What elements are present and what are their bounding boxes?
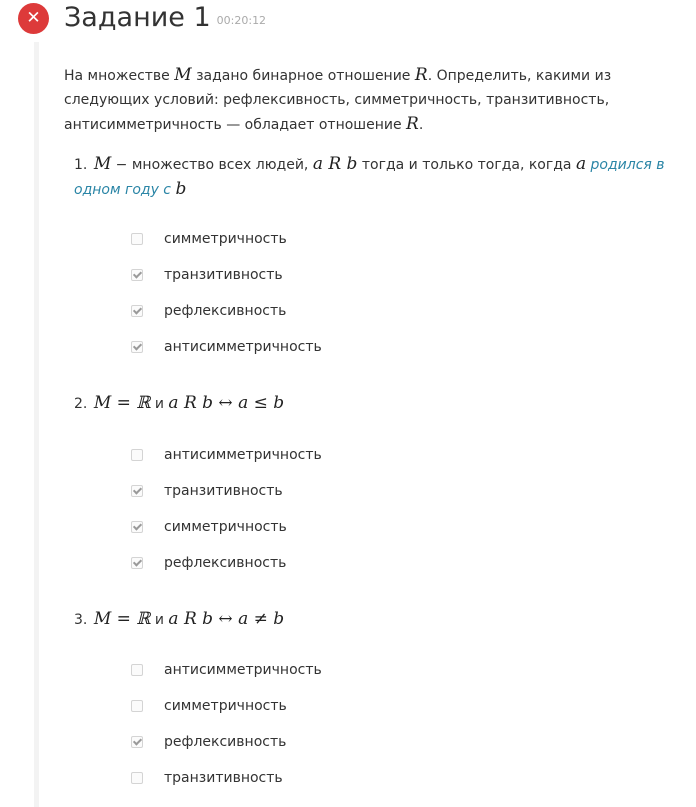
question-2 (74, 391, 284, 416)
task-title-text: Задание 1 (64, 2, 211, 33)
option-checkbox-row[interactable] (131, 337, 322, 357)
checkbox[interactable] (131, 233, 143, 245)
option-checkbox-row[interactable] (131, 445, 322, 465)
checkbox[interactable] (131, 664, 143, 676)
option-checkbox-row[interactable] (131, 660, 322, 680)
checkbox-checked[interactable] (131, 736, 143, 748)
math-expression: a R b ↔ a ≠ b (168, 609, 285, 629)
option-label: симметричность (164, 698, 287, 714)
option-checkbox-row[interactable] (131, 732, 286, 752)
math-expression: a R b ↔ a ≤ b (168, 393, 285, 413)
question-text: − множество всех людей, (111, 157, 313, 173)
intro-text-2: задано бинарное отношение (191, 68, 415, 84)
checkbox-checked[interactable] (131, 557, 143, 569)
checkbox[interactable] (131, 449, 143, 461)
question-1 (74, 152, 686, 202)
checkbox[interactable] (131, 700, 143, 712)
math-m: M (174, 65, 192, 85)
math-arb: a R b (312, 154, 358, 174)
error-x-icon: ✕ (18, 3, 49, 34)
intro-text-4: . (418, 117, 424, 133)
question-link[interactable]: родился в одном году с (74, 157, 665, 198)
task-description (64, 63, 689, 137)
option-checkbox-row[interactable] (131, 696, 287, 716)
task-title (64, 0, 266, 39)
option-label: рефлексивность (164, 555, 287, 571)
checkbox-checked[interactable] (131, 305, 143, 317)
option-label: транзитивность (164, 267, 283, 283)
question-text: тогда и только тогда, когда (357, 157, 576, 173)
option-label: симметричность (164, 519, 287, 535)
intro-text-1: На множестве (64, 68, 175, 84)
option-label: антисимметричность (164, 339, 322, 355)
option-label: транзитивность (164, 483, 283, 499)
question-number: 2. (74, 396, 88, 412)
option-label: антисимметричность (164, 447, 322, 463)
math-a: a (575, 154, 587, 174)
option-label: симметричность (164, 231, 287, 247)
option-checkbox-row[interactable] (131, 301, 286, 321)
checkbox-checked[interactable] (131, 485, 143, 497)
option-label: транзитивность (164, 770, 283, 786)
option-checkbox-row[interactable] (131, 229, 287, 249)
question-number: 3. (74, 612, 88, 628)
math-r: R (414, 65, 428, 85)
question-number: 1. (74, 157, 88, 173)
checkbox[interactable] (131, 772, 143, 784)
option-label: рефлексивность (164, 303, 287, 319)
checkbox-checked[interactable] (131, 269, 143, 281)
option-checkbox-row[interactable] (131, 517, 287, 537)
option-checkbox-row[interactable] (131, 481, 283, 501)
content-left-rule (34, 42, 39, 807)
math-b: b (175, 179, 187, 199)
math-m: M (93, 154, 112, 174)
option-label: рефлексивность (164, 734, 287, 750)
math-r: R (406, 114, 419, 134)
option-checkbox-row[interactable] (131, 768, 283, 788)
question-text: и (150, 612, 169, 628)
question-3 (74, 607, 284, 632)
checkbox-checked[interactable] (131, 521, 143, 533)
question-text: и (150, 396, 169, 412)
math-expression: M = ℝ (93, 393, 151, 413)
option-checkbox-row[interactable] (131, 553, 286, 573)
option-label: антисимметричность (164, 662, 322, 678)
intro-text-3: . Определить, какими из следующих условий: рефлексивность, симметричность, транзитивность, антисимметричность — обладает отношение (64, 68, 612, 133)
option-checkbox-row[interactable] (131, 265, 283, 285)
math-expression: M = ℝ (93, 609, 151, 629)
task-timer: 00:20:12 (216, 14, 267, 27)
checkbox-checked[interactable] (131, 341, 143, 353)
